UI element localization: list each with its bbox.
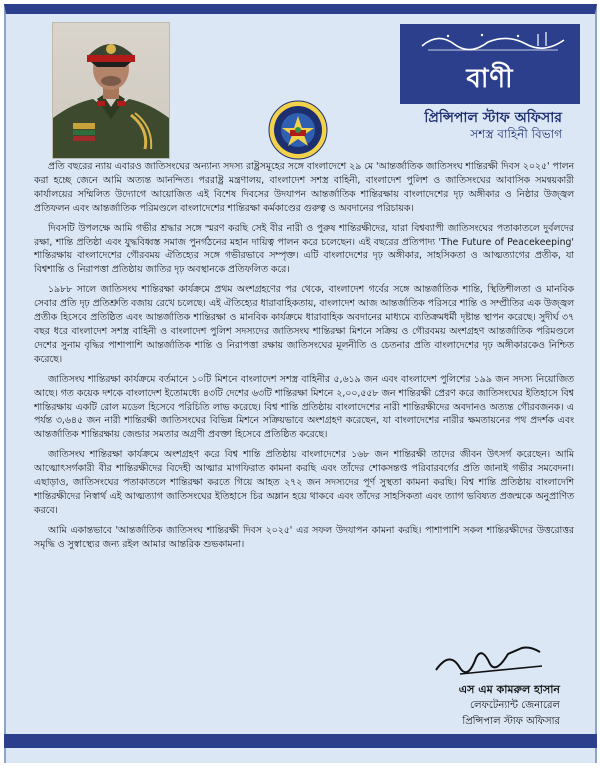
message-paragraph: ১৯৮৮ সালে জাতিসংঘ শান্তিরক্ষা কার্যক্রমে প্রথম অংশগ্রহণের পর থেকে, বাংলাদেশ গর্বের সঙ্গে আন্তর্জাতিক শান্তি, স্থিতিশীলতা ও মানবিক সেবার প্রতি দৃঢ় প্রতিশ্রুতি বজায় রেখে চলেছে। এই ঐতিহ্যের ধারাবাহিকতায়, বাংলাদেশ আজ আন্তর্জাতিক পরিসরে শান্তি ও সম্প্রীতির এক উজ্জ্বল প্রতীক হিসেবে প্রতিষ্ঠিত এবং আন্তর্জাতিক শান্তিরক্ষা ও মানবিক কার্যক্রমে ধারাবাহিক অবদানের মাধ্যমে ব্যতিক্রমধর্মী দৃষ্টান্ত স্থাপন করেছে। সুদীর্ঘ ৩৭ বছর ধরে বাংলাদেশ সশস্ত্র বাহিনী ও বাংলাদেশ পুলিশ সদস্যদের জাতিসংঘ শান্তিরক্ষা মিশনে সক্রিয় ও গৌরবময় অংশগ্রহণ আন্তর্জাতিক পরিমণ্ডলে দেশের সুনাম বৃদ্ধির পাশাপাশি আন্তর্জাতিক শান্তি ও নিরাপত্তা রক্ষায় জাতিসংঘের মূলনীতি ও চেতনার প্রতি বাংলাদেশের দৃঢ় অঙ্গীকারকেও নিশ্চিত করেছে। bbox=[34, 284, 574, 365]
armed-forces-division-emblem bbox=[268, 100, 328, 160]
message-paragraph: আমি একান্তভাবে 'আন্তর্জাতিক জাতিসংঘ শান্তিরক্ষী দিবস ২০২৫' এর সফল উদযাপন কামনা করছি। পাশাপাশি সকল শান্তিরক্ষীদের উত্তরোত্তর সমৃদ্ধি ও সুস্বাস্থ্যের জন্য রইল আমার আন্তরিক শুভকামনা। bbox=[34, 524, 574, 550]
signatory-name: এস এম কামরুল হাসান bbox=[458, 683, 560, 696]
message-paragraph: দিবসটি উপলক্ষে আমি গভীর শ্রদ্ধার সঙ্গে স্মরণ করছি সেই বীর নারী ও পুরুষ শান্তিরক্ষীদের, যারা বিশ্বব্যাপী জাতিসংঘের পতাকাতলে দুর্বলদের রক্ষা, শান্তি প্রতিষ্ঠা এবং যুদ্ধবিধ্বস্ত সমাজ পুনর্গঠনের মহান দায়িত্ব পালন করে চলেছেন। এই বছরের প্রতিপাদ্য 'The Future of Peacekeeping' শান্তিরক্ষায় বাংলাদেশের গৌরবময় ঐতিহ্যের সঙ্গে গভীরভাবে সম্পৃক্ত। এটি বাংলাদেশের দৃঢ় অঙ্গীকার, সাহসিকতা ও আত্মত্যাগের প্রতীক, যা বিশ্বশান্তি ও নিরাপত্তা প্রতিষ্ঠায় জাতির দৃঢ় অবস্থানকে প্রতিফলিত করে। bbox=[34, 222, 574, 276]
message-paragraph: জাতিসংঘ শান্তিরক্ষা কার্যক্রমে অংশগ্রহণ করে বিশ্ব শান্তি প্রতিষ্ঠায় বাংলাদেশের ১৬৮ জন শান্তিরক্ষী তাদের জীবন উৎসর্গ করেছেন। আমি আত্মোৎসর্গকারী বীর শান্তিরক্ষীদের বিদেহী আত্মার মাগফিরাত কামনা করছি এবং তাঁদের শোকসন্তপ্ত পরিবারবর্গের প্রতি জানাই গভীর সমবেদনা। এছাড়াও, জাতিসংঘের পতাকাতলে শান্তিরক্ষা করতে গিয়ে আহত ২৭২ জন সদস্যদের পূর্ণ সুস্থতা কামনা করছি। বিশ্ব শান্তি প্রতিষ্ঠায় বাংলাদেশি শান্তিরক্ষীদের নিস্বার্থ এই আত্মত্যাগ জাতিসংঘের ইতিহাসে চির অম্লান হয়ে থাকবে এবং তাঁদের সাহসিকতা এবং ত্যাগ ভবিষ্যত প্রজন্মকে অনুপ্রাণিত করবে। bbox=[34, 449, 574, 516]
officer-portrait bbox=[52, 22, 170, 159]
message-paragraph: প্রতি বছরের ন্যায় এবারও জাতিসংঘের অন্যান্য সদস্য রাষ্ট্রসমূহের সঙ্গে বাংলাদেশে ২৯ মে 'আন্তর্জাতিক জাতিসংঘ শান্তিরক্ষী দিবস ২০২৫' পালন করা হচ্ছে জেনে আমি অত্যন্ত আনন্দিত। পররাষ্ট্র মন্ত্রণালয়, বাংলাদেশ সশস্ত্র বাহিনী, বাংলাদেশ পুলিশ ও জাতিসংঘের আবাসিক সমন্বয়কারী কার্যালয়ের সম্মিলিত উদ্যোগে আয়োজিত এই বিশেষ দিবসের উদযাপন আন্তর্জাতিক শান্তিরক্ষায় বাংলাদেশের দৃঢ় অঙ্গীকার ও নিষ্ঠার উজ্জ্বল প্রতিফলন এবং আন্তর্জাতিক পরিমণ্ডলে বাংলাদেশের শান্তিরক্ষা কর্মকাণ্ডের গুরুত্ব ও অবদানের পরিচায়ক। bbox=[34, 161, 574, 214]
message-paragraph: জাতিসংঘ শান্তিরক্ষা কার্যক্রমে বর্তমানে ১০টি মিশনে বাংলাদেশ সশস্ত্র বাহিনীর ৫,৬১৯ জন এবং বাংলাদেশ পুলিশের ১৯৯ জন সদস্য নিয়োজিত আছে। গত কয়েক দশকে বাংলাদেশ ইতোমধ্যে ৪৩টি দেশের ৬৩টি শান্তিরক্ষা মিশনে ২,০০,৫৫৮ জন শান্তিরক্ষী প্রেরণ করে জাতিসংঘের ইতিহাসে বিশ্ব শান্তিরক্ষায় একটি রোল মডেল হিসেবে পরিচিতি লাভ করেছে। বিশ্ব শান্তি প্রতিষ্ঠায় বাংলাদেশের নারী শান্তিরক্ষীদের অবদানও অত্যন্ত গৌরবজনক। এ পর্যন্ত ৩,৬৪৫ জন নারী শান্তিরক্ষী জাতিসংঘের বিভিন্ন মিশনে সক্রিয়ভাবে অংশগ্রহণ করেছেন, যা বাংলাদেশের নারীর ক্ষমতায়নের পথ প্রদর্শক এবং আন্তর্জাতিক শান্তিরক্ষায় জেন্ডার সমতার অগ্রণী প্রবক্তা হিসেবে প্রতিষ্ঠিত করেছে। bbox=[34, 373, 575, 441]
message-banner bbox=[400, 24, 580, 104]
signatory-rank: লেফটেন্যান্ট জেনারেল bbox=[470, 700, 560, 711]
office-subtitle: সশস্ত্র বাহিনী বিভাগ bbox=[470, 127, 562, 141]
handwritten-signature bbox=[430, 640, 550, 680]
bottom-color-bar bbox=[4, 734, 597, 748]
office-title: প্রিন্সিপাল স্টাফ অফিসার bbox=[424, 110, 562, 126]
message-body bbox=[34, 160, 574, 558]
banner-title: বাণী bbox=[466, 64, 514, 94]
bismillah-calligraphy bbox=[418, 28, 568, 54]
signatory-post: প্রিন্সিপাল স্টাফ অফিসার bbox=[462, 716, 560, 727]
